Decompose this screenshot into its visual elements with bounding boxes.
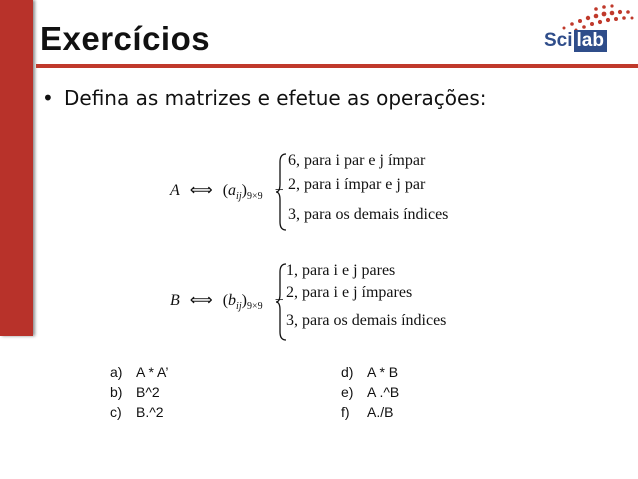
- operation-item: [341, 402, 399, 422]
- logo-sci: Sci: [544, 30, 573, 51]
- operation-expr: A .^B: [367, 384, 400, 400]
- operation-expr: B^2: [136, 384, 160, 400]
- bullet-dot: •: [42, 86, 54, 110]
- scilab-logo: [544, 4, 636, 64]
- operation-expr: B.^2: [136, 404, 164, 420]
- operation-item: [110, 382, 168, 402]
- operation-expr: A./B: [367, 404, 394, 420]
- logo-wordmark: [544, 30, 607, 52]
- operation-item: [110, 362, 168, 382]
- operations-right-list: [341, 362, 399, 422]
- matrix-a-case-2: 2, para i ímpar e j par: [288, 176, 426, 193]
- operation-item: [341, 382, 399, 402]
- matrix-a-sub: ij: [236, 191, 242, 203]
- matrix-b-size: 9×9: [246, 301, 263, 313]
- matrix-a-name: A: [170, 182, 180, 199]
- matrix-a-case-3: 3, para os demais índices: [288, 206, 449, 223]
- operation-expr: A * B: [367, 364, 399, 380]
- matrix-b-case-2: 2, para i e j ímpares: [286, 284, 413, 301]
- operation-item: [341, 362, 399, 382]
- operation-label: e): [341, 384, 354, 400]
- matrix-b-name: B: [170, 292, 180, 309]
- operation-label: c): [110, 404, 122, 420]
- matrix-a-size: 9×9: [246, 191, 263, 203]
- matrix-b-lhs: B ⟺ $(b_{ij})_{9\times 9}$ −: [170, 292, 284, 313]
- matrix-a-lhs: A ⟺ $(a_{ij})_{9\times 9}$ −: [170, 182, 284, 203]
- matrix-b-case-3: 3, para os demais índices: [286, 312, 447, 329]
- operation-label: f): [341, 404, 350, 420]
- left-accent-bar: [0, 0, 33, 336]
- bullet-item: [42, 86, 487, 110]
- matrix-a-case-1: 6, para i par e j ímpar: [288, 152, 426, 169]
- matrix-a-brace: [276, 152, 288, 232]
- bullet-text: Defina as matrizes e efetue as operações:: [64, 86, 487, 110]
- operation-item: [110, 402, 168, 422]
- matrix-b-elem: b: [228, 292, 237, 309]
- slide-title: Exercícios: [40, 20, 211, 57]
- operation-label: a): [110, 364, 123, 380]
- matrix-b-case-1: 1, para i e j pares: [286, 262, 396, 279]
- matrix-a-elem: a: [228, 182, 237, 199]
- operation-expr: A * A’: [136, 364, 169, 380]
- operation-label: b): [110, 384, 123, 400]
- operation-label: d): [341, 364, 354, 380]
- title-underline: [36, 64, 638, 68]
- logo-lab: lab: [574, 30, 607, 52]
- operations-left-list: [110, 362, 168, 422]
- matrix-b-sub: ij: [236, 301, 242, 313]
